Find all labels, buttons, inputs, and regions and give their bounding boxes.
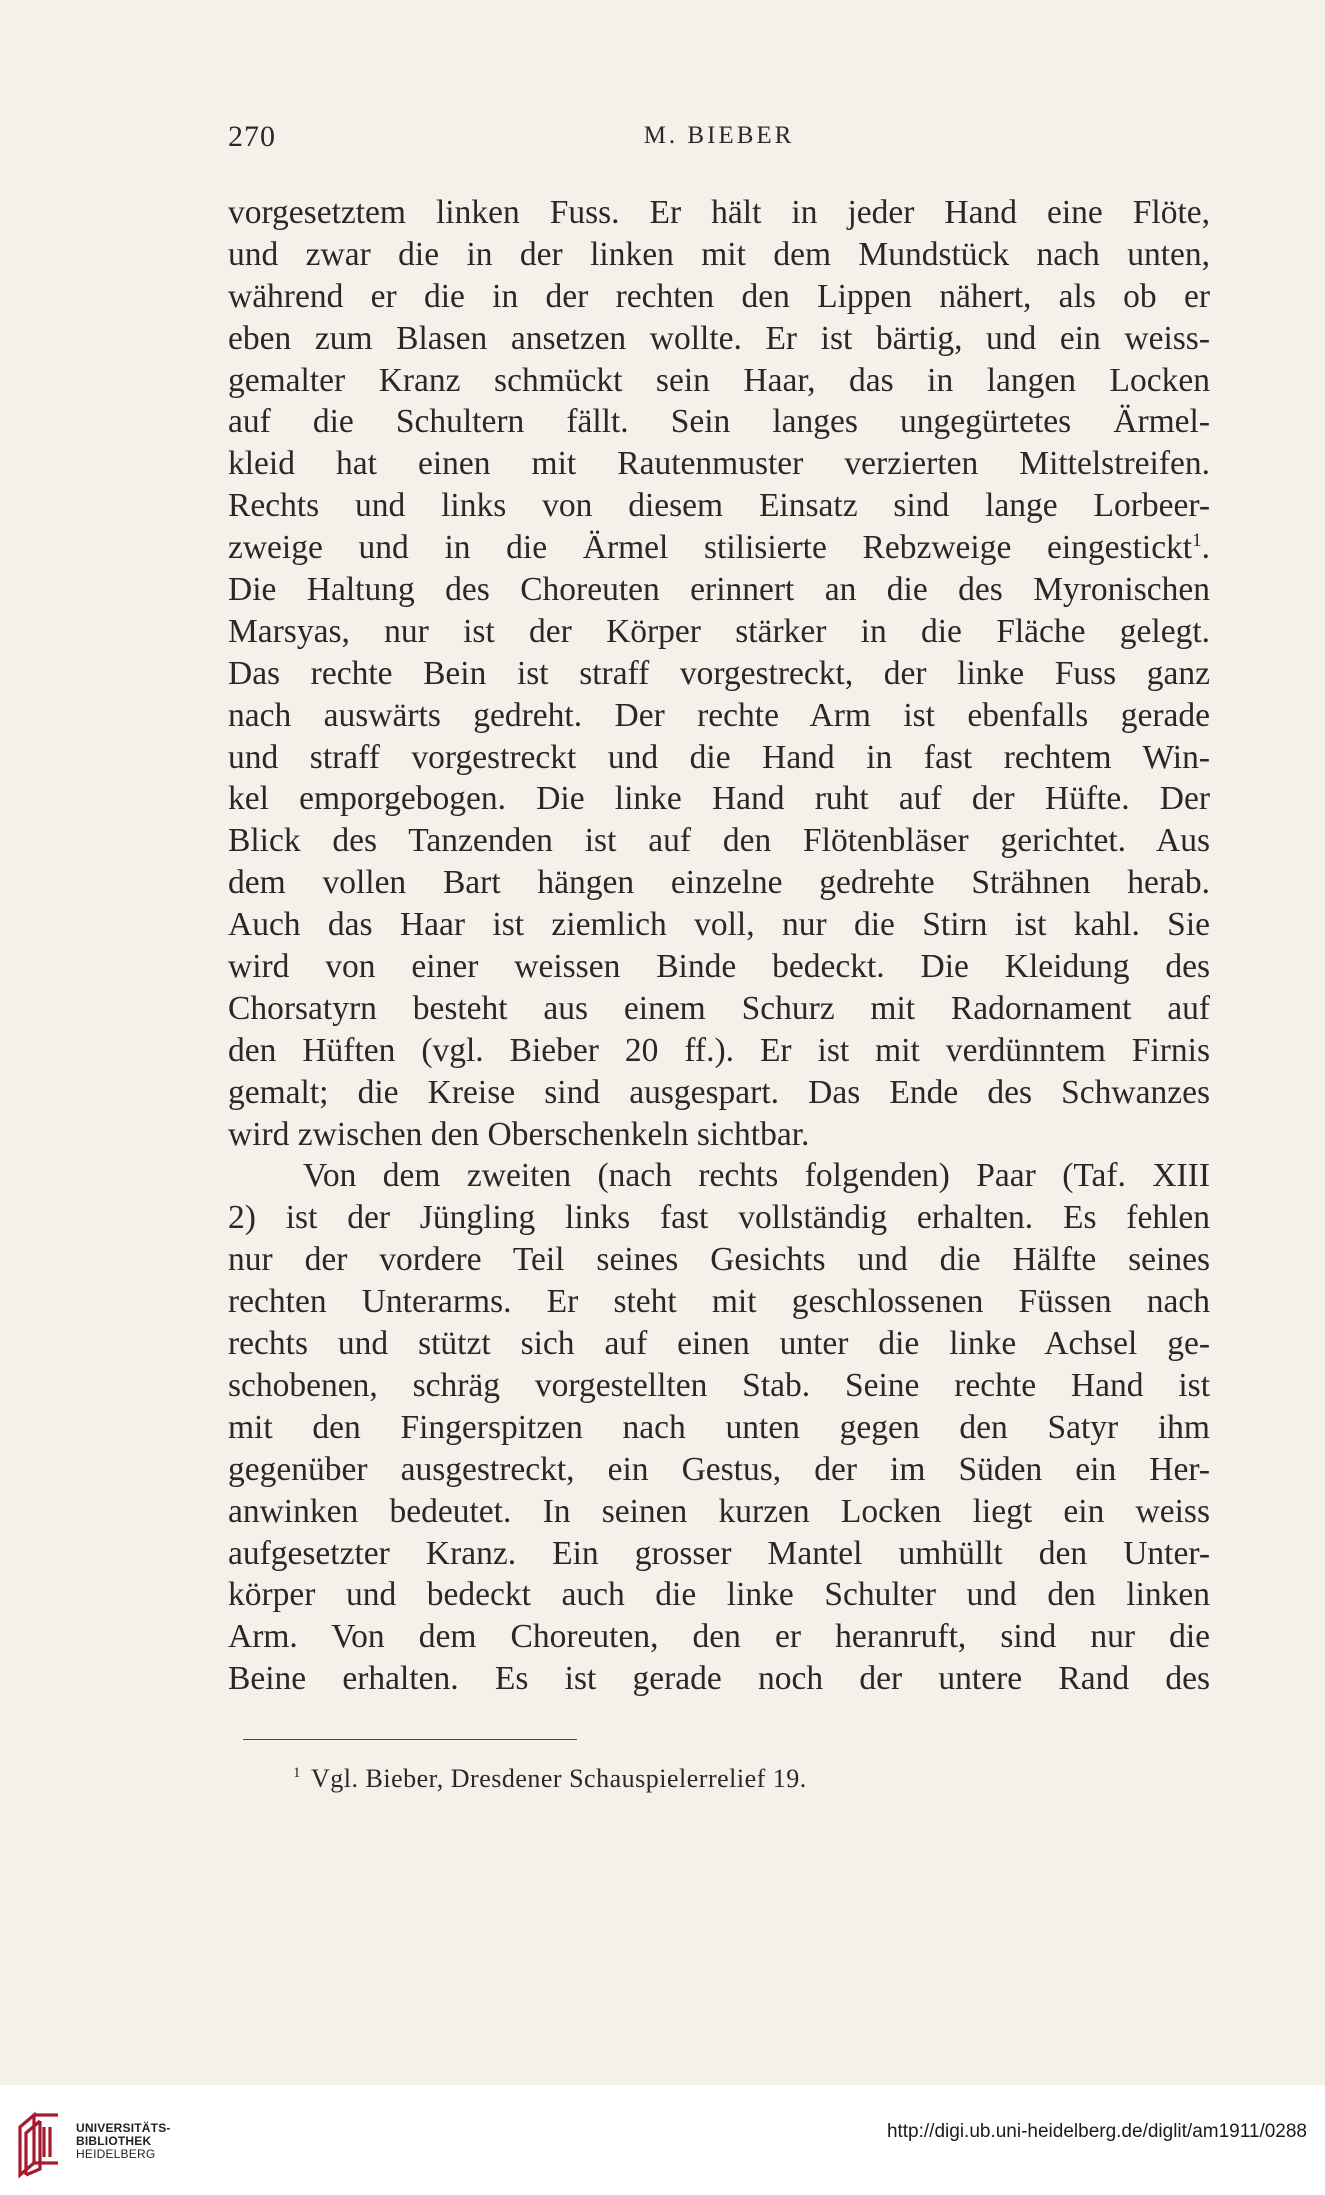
library-logo[interactable] [14,2107,184,2179]
body-line-text: gemalter Kranz schmückt sein Haar, das in langen Locken [228,361,1210,399]
footer-bar [0,2085,1325,2195]
footnote-reference[interactable]: 1 [1192,529,1202,551]
logo-line-2: BIBLIOTHEK [76,2134,152,2148]
body-line-text: Rechts und links von diesem Einsatz sind lange Lorbeer- [228,487,1210,525]
page-number: 270 [228,120,276,153]
body-line-text: dem vollen Bart hängen einzelne gedrehte Strähnen herab. [228,864,1210,902]
body-line [228,946,1210,988]
body-line-text: gegenüber ausgestreckt, ein Gestus, der im Süden ein Her- [228,1450,1210,1488]
body-line-text: kel emporgebogen. Die linke Hand ruht auf der Hüfte. Der [228,780,1210,818]
body-line [228,1072,1210,1114]
body-line-text: Das rechte Bein ist straff vorgestreckt, der linke Fuss ganz [228,654,1210,692]
body-line [228,318,1210,360]
body-line [228,1449,1210,1491]
body-line-text: kleid hat einen mit Rautenmuster verzierten Mittelstreifen. [228,445,1210,483]
footnote-text: Vgl. Bieber, Dresdener Schauspielerrelief 19. [311,1764,807,1793]
body-line-text: nur der vordere Teil seines Gesichts und die Hälfte seines [228,1241,1210,1279]
body-line-text: Arm. Von dem Choreuten, den er heranruft, sind nur die [228,1618,1210,1656]
body-line-text: mit den Fingerspitzen nach unten gegen den Satyr ihm [228,1408,1210,1446]
body-line-text: Beine erhalten. Es ist gerade noch der untere Rand des [228,1660,1210,1698]
body-line [228,737,1210,779]
body-line-text: rechten Unterarms. Er steht mit geschlossenen Füssen nach [228,1283,1210,1321]
body-line [228,653,1210,695]
footnote [293,1764,807,1794]
body-line [228,1114,1210,1156]
footnote-mark: 1 [293,1765,301,1782]
source-url-link[interactable]: http://digi.ub.uni-heidelberg.de/diglit/am1911/0288 [886,2121,1307,2142]
body-line-text: rechts und stützt sich auf einen unter die linke Achsel ge- [228,1325,1210,1363]
body-line [228,527,1210,569]
body-line [228,1533,1210,1575]
body-line [228,360,1210,402]
body-line [228,485,1210,527]
body-line [228,904,1210,946]
body-line [228,1407,1210,1449]
running-head-author: M. BIEBER [643,122,795,149]
body-line-text: gemalt; die Kreise sind ausgespart. Das Ende des Schwanzes [228,1073,1210,1111]
body-line [228,1197,1210,1239]
logo-line-3: HEIDELBERG [76,2147,156,2161]
body-line-text: während er die in der rechten den Lippen nähert, als ob er [228,277,1210,315]
body-line-text: Blick des Tanzenden ist auf den Flötenbläser gerichtet. Aus [228,822,1210,860]
body-line [228,1155,1210,1197]
library-logo-text [76,2122,171,2161]
body-text [228,192,1210,1700]
body-line [228,276,1210,318]
footnote-rule [243,1739,577,1740]
body-line-text: und straff vorgestreckt und die Hand in fast rechtem Win- [228,738,1210,776]
body-line-text: Auch das Haar ist ziemlich voll, nur die Stirn ist kahl. Sie [228,906,1210,944]
body-line [228,988,1210,1030]
body-line-text: aufgesetzter Kranz. Ein grosser Mantel umhüllt den Unter- [228,1534,1210,1572]
body-line-text: den Hüften (vgl. Bieber 20 ff.). Er ist mit verdünntem Firnis [228,1031,1210,1069]
body-line-text: auf die Schultern fällt. Sein langes ungegürtetes Ärmel- [228,403,1210,441]
body-line [228,611,1210,653]
footnote-reference-suffix: . [1201,529,1210,567]
body-line [228,443,1210,485]
body-line [228,1658,1210,1700]
body-line [228,1239,1210,1281]
body-line-text: Chorsatyrn besteht aus einem Schurz mit Radornament auf [228,989,1210,1027]
body-line [228,234,1210,276]
body-line [228,1365,1210,1407]
logo-line-1: UNIVERSITÄTS- [76,2121,171,2135]
body-line-text: eben zum Blasen ansetzen wollte. Er ist bärtig, und ein weiss- [228,319,1210,357]
body-line-text: 2) ist der Jüngling links fast vollständig erhalten. Es fehlen [228,1199,1210,1237]
body-line [228,820,1210,862]
body-line-text: vorgesetztem linken Fuss. Er hält in jeder Hand eine Flöte, [228,194,1210,231]
body-line [228,1491,1210,1533]
library-logo-icon [14,2107,66,2179]
body-line [228,862,1210,904]
body-line [228,569,1210,611]
body-line [228,1323,1210,1365]
body-line-text: zweige und in die Ärmel stilisierte Rebzweige eingestickt [228,529,1193,567]
body-line-text: Marsyas, nur ist der Körper stärker in die Fläche gelegt. [228,612,1210,650]
body-line-text: Von dem zweiten (nach rechts folgenden) Paar (Taf. XIII [303,1157,1210,1195]
body-line [228,695,1210,737]
body-line [228,401,1210,443]
body-line-text: nach auswärts gedreht. Der rechte Arm ist ebenfalls gerade [228,696,1210,734]
body-line [228,778,1210,820]
body-line-text: Die Haltung des Choreuten erinnert an die des Myronischen [228,571,1210,609]
body-line-text: anwinken bedeutet. In seinen kurzen Locken liegt ein weiss [228,1492,1210,1530]
body-line [228,1616,1210,1658]
body-line [228,1030,1210,1072]
body-line-text: wird zwischen den Oberschenkeln sichtbar. [228,1115,810,1153]
body-line [228,1574,1210,1616]
body-line-text: schobenen, schräg vorgestellten Stab. Seine rechte Hand ist [228,1366,1210,1404]
body-line [228,192,1210,234]
running-head [228,120,1210,160]
body-line [228,1281,1210,1323]
body-line-text: und zwar die in der linken mit dem Mundstück nach unten, [228,235,1210,273]
body-line-text: wird von einer weissen Binde bedeckt. Die Kleidung des [228,948,1210,986]
body-line-text: körper und bedeckt auch die linke Schulter und den linken [228,1576,1210,1614]
